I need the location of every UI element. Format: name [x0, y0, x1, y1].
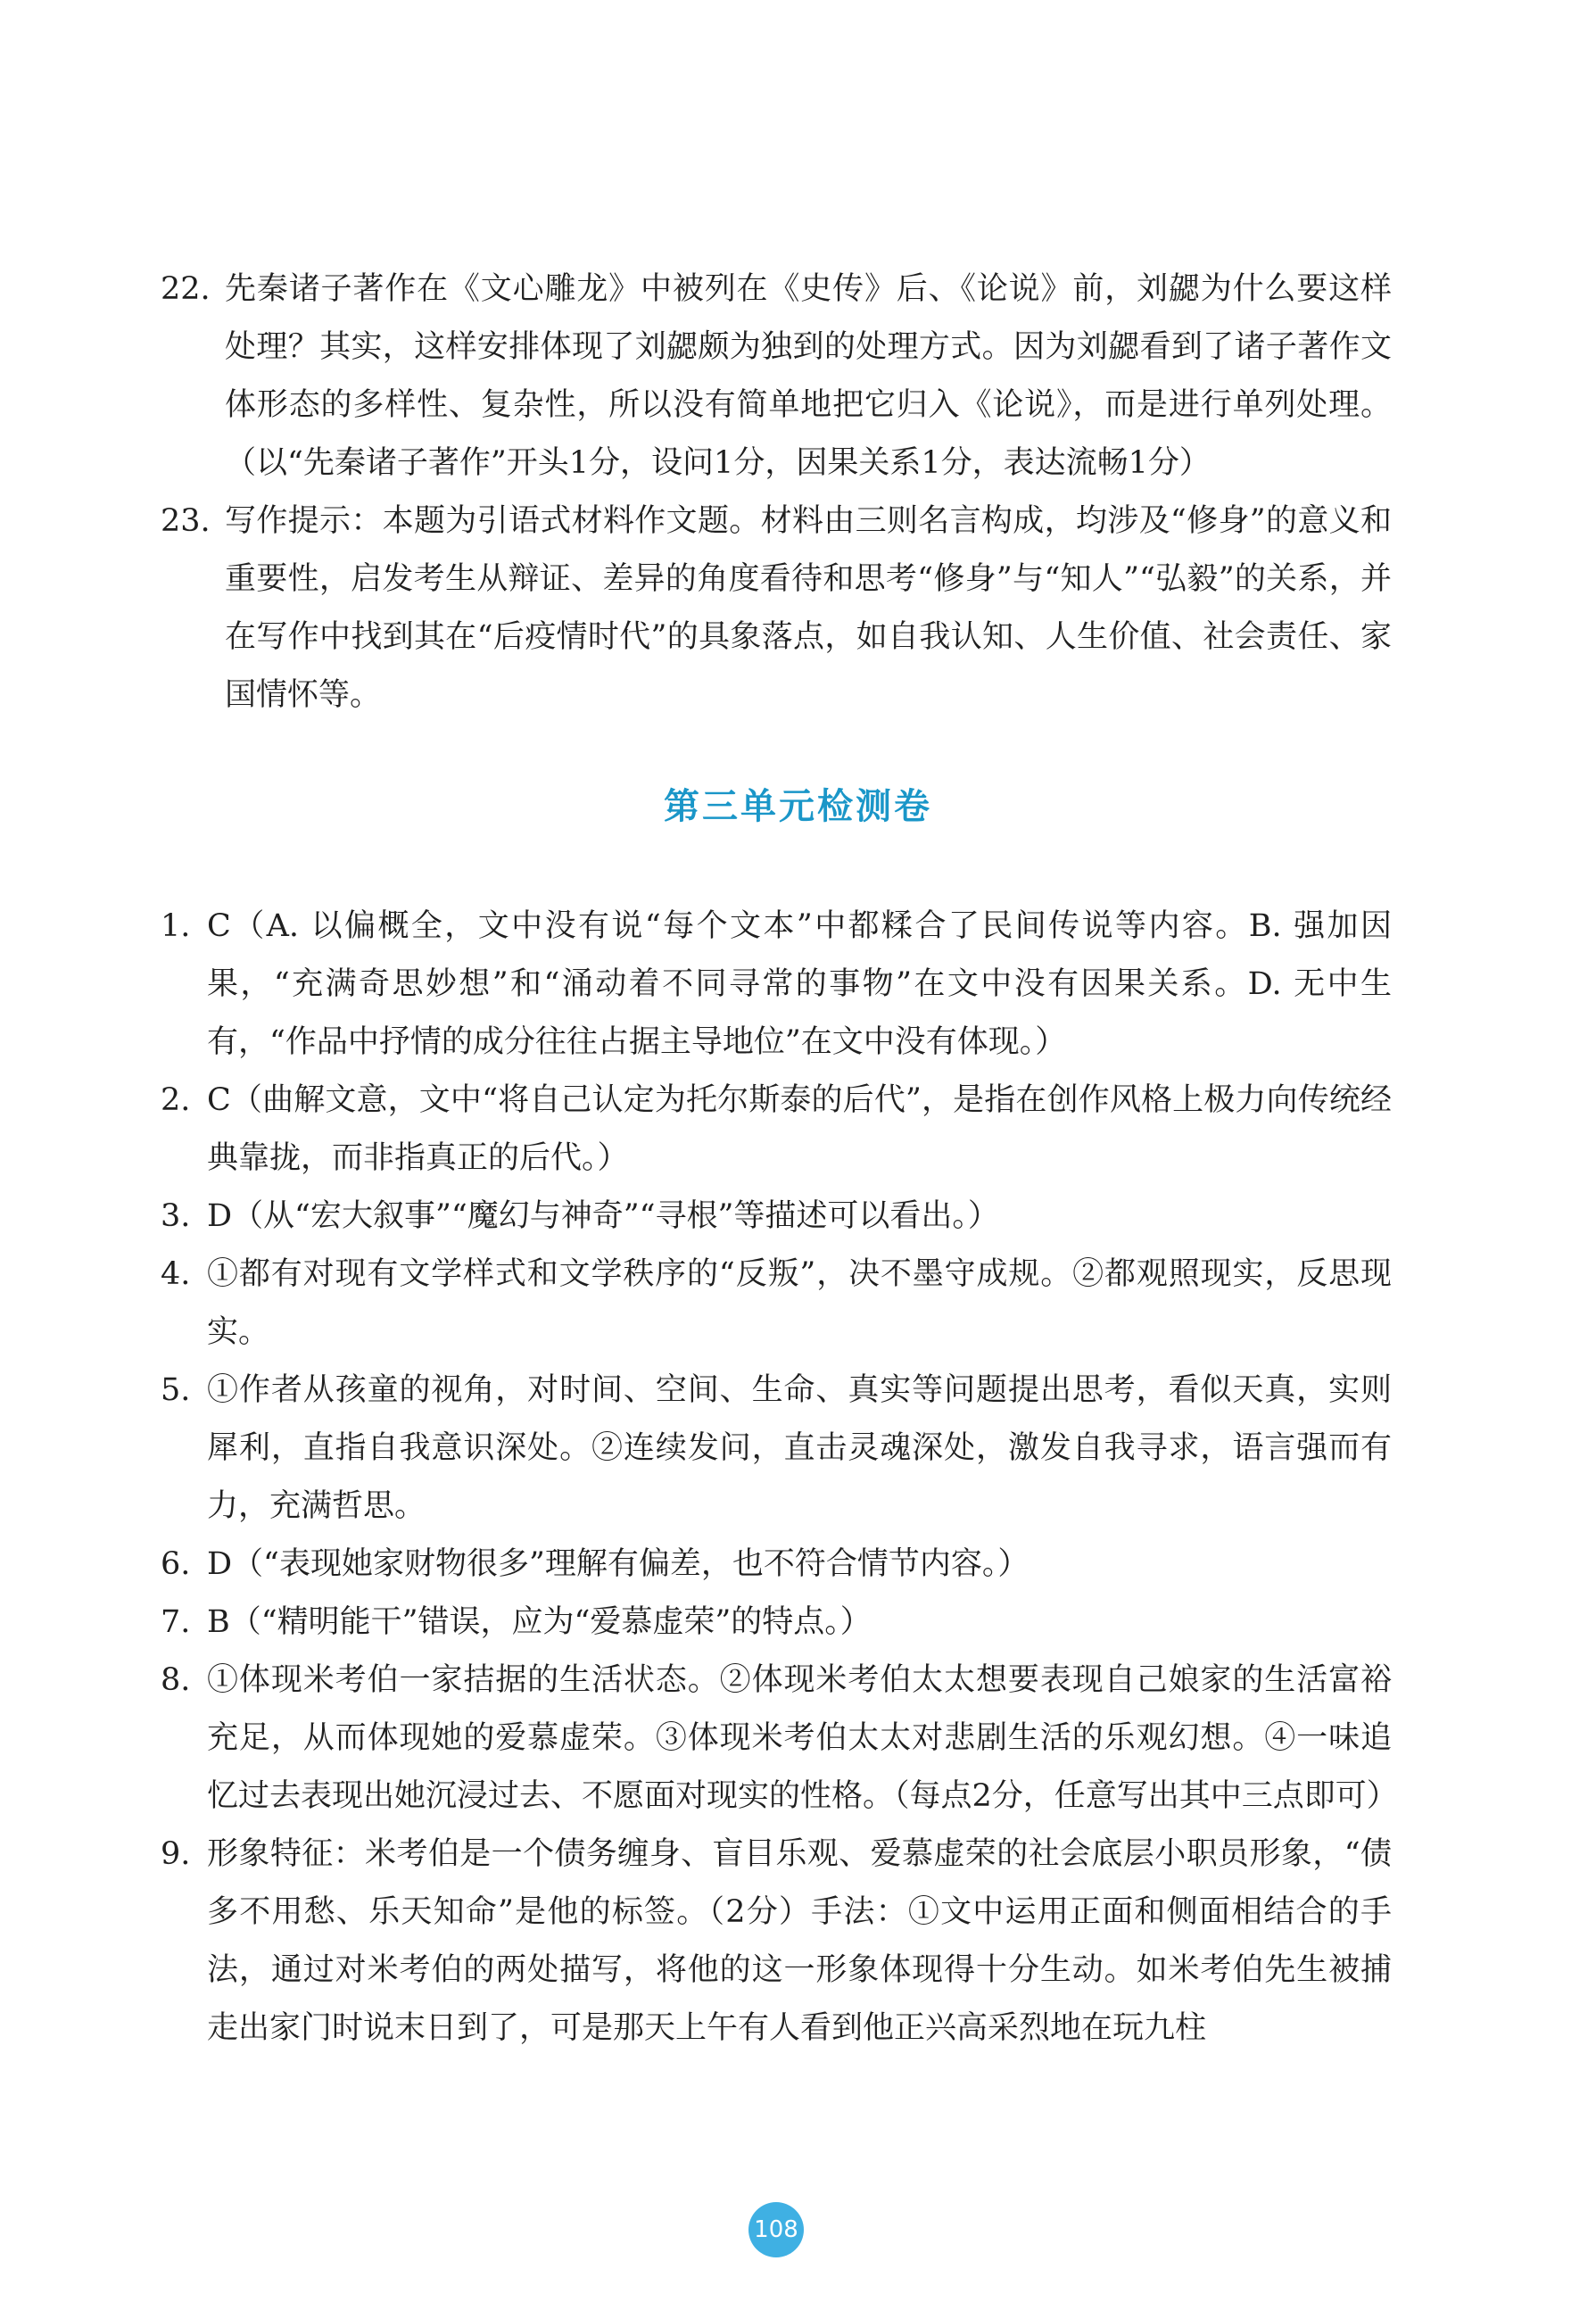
answer-text: 写作提示：本题为引语式材料作文题。材料由三则名言构成，均涉及“修身”的意义和重要性，启发考生从辩证、差异的角度看待和思考“修身”与“知人”“弘毅”的关系，并在写作中找到其在“后疫情时代”的具象落点，如自我认知、人生价值、社会责任、家国情怀等。 — [225, 503, 1392, 713]
answer-item-22 — [161, 261, 1392, 493]
answer-item-3 — [161, 1188, 1392, 1246]
page-number-badge: 108 — [748, 2202, 804, 2257]
answer-text: ①作者从孩童的视角，对时间、空间、生命、真实等问题提出思考，看似天真，实则犀利，直指自我意识深处。②连续发问，直击灵魂深处，激发自我寻求，语言强而有力，充满哲思。 — [207, 1372, 1392, 1524]
answer-text: D（“表现她家财物很多”理解有偏差，也不符合情节内容。） — [207, 1546, 1030, 1582]
answer-item-23 — [161, 493, 1392, 725]
section-answers — [161, 898, 1398, 2058]
answer-number: 23. — [161, 503, 211, 539]
answer-item-2 — [161, 1072, 1392, 1188]
answer-number: 3. — [161, 1198, 191, 1234]
answer-text: C（曲解文意，文中“将自己认定为托尔斯泰的后代”，是指在创作风格上极力向传统经典靠拢，而非指真正的后代。） — [207, 1082, 1392, 1176]
answer-item-1 — [161, 898, 1392, 1072]
answer-number: 22. — [161, 271, 211, 307]
answer-number: 7. — [161, 1604, 191, 1640]
answer-item-6 — [161, 1536, 1392, 1594]
answer-text: 先秦诸子著作在《文心雕龙》中被列在《史传》后、《论说》前，刘勰为什么要这样处理？其实，这样安排体现了刘勰颇为独到的处理方式。因为刘勰看到了诸子著作文体形态的多样性、复杂性，所以没有简单地把它归入《论说》，而是进行单列处理。（以“先秦诸子著作”开头1分，设问1分，因果关系1分，表达流畅1分） — [225, 271, 1392, 481]
answer-text: C（A. 以偏概全，文中没有说“每个文本”中都糅合了民间传说等内容。B. 强加因果，“充满奇思妙想”和“涌动着不同寻常的事物”在文中没有因果关系。D. 无中生有，“作品中抒情的成分往往占据主导地位”在文中没有体现。） — [207, 908, 1392, 1060]
answer-text: D（从“宏大叙事”“魔幻与神奇”“寻根”等描述可以看出。） — [207, 1198, 999, 1234]
answer-number: 1. — [161, 908, 191, 944]
section-title: 第三单元检测卷 — [664, 786, 932, 827]
answer-item-8 — [161, 1652, 1398, 1826]
answer-number: 5. — [161, 1372, 191, 1408]
answer-item-7 — [161, 1594, 1392, 1652]
answer-number: 9. — [161, 1836, 191, 1872]
answer-number: 4. — [161, 1256, 191, 1292]
answer-text: B（“精明能干”错误，应为“爱慕虚荣”的特点。） — [207, 1604, 872, 1640]
continued-answers — [161, 261, 1392, 725]
answer-item-4 — [161, 1246, 1392, 1362]
answer-item-9 — [161, 1826, 1392, 2058]
answer-number: 2. — [161, 1082, 191, 1118]
answer-number: 8. — [161, 1662, 191, 1698]
answer-item-5 — [161, 1362, 1392, 1536]
answer-text: ①体现米考伯一家拮据的生活状态。②体现米考伯太太想要表现自己娘家的生活富裕充足，从而体现她的爱慕虚荣。③体现米考伯太太对悲剧生活的乐观幻想。④一味追忆过去表现出她沉浸过去、不愿面对现实的性格。（每点2分，任意写出其中三点即可） — [207, 1662, 1398, 1814]
answer-text: ①都有对现有文学样式和文学秩序的“反叛”，决不墨守成规。②都观照现实，反思现实。 — [207, 1256, 1392, 1350]
answer-text: 形象特征：米考伯是一个债务缠身、盲目乐观、爱慕虚荣的社会底层小职员形象，“债多不用愁、乐天知命”是他的标签。（2分）手法：①文中运用正面和侧面相结合的手法，通过对米考伯的两处描写，将他的这一形象体现得十分生动。如米考伯先生被捕走出家门时说末日到了，可是那天上午有人看到他正兴高采烈地在玩九柱 — [207, 1836, 1392, 2046]
answer-number: 6. — [161, 1546, 191, 1582]
